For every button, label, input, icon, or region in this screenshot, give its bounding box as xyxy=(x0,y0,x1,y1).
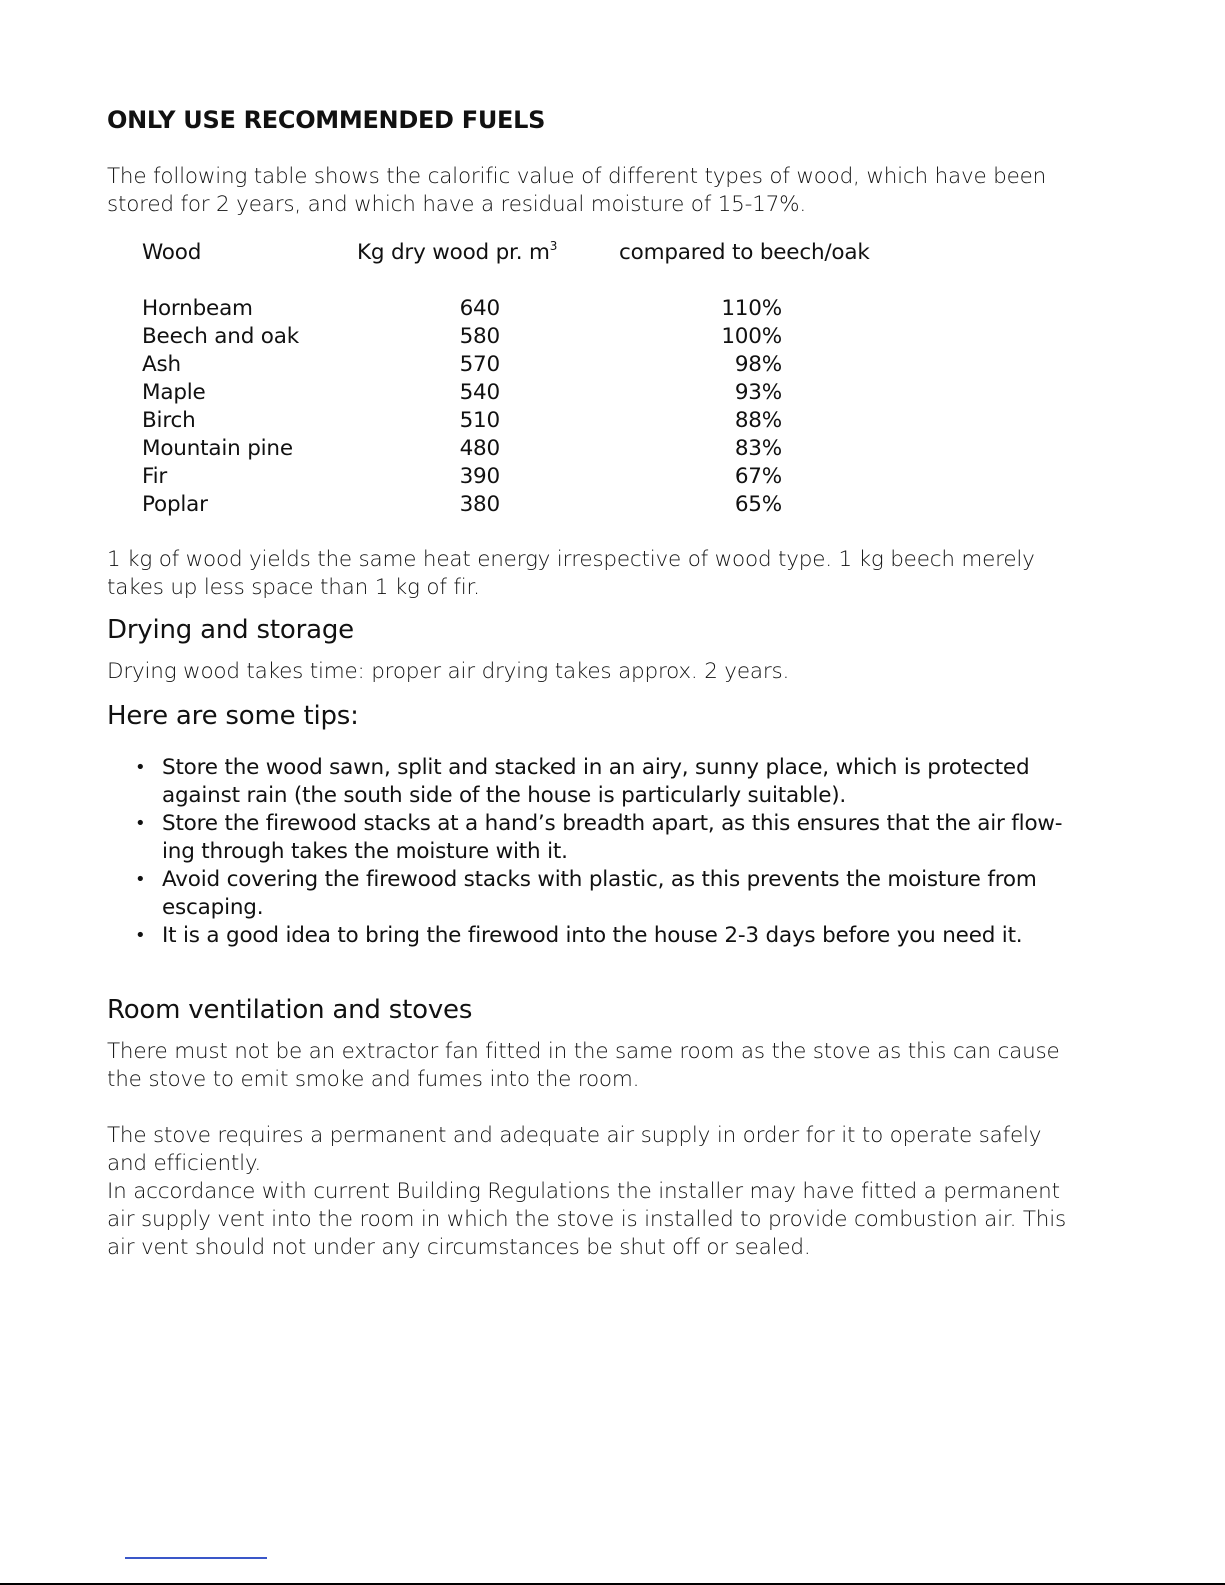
cell-wood: Poplar xyxy=(142,492,208,517)
cell-pct: 100% xyxy=(721,324,782,349)
cell-wood: Maple xyxy=(142,380,206,405)
header-compared: compared to beech/oak xyxy=(619,240,870,265)
tip-line: escaping. xyxy=(162,895,264,920)
ventilation-heading: Room ventilation and stoves xyxy=(107,995,473,1025)
header-kg-text: Kg dry wood pr. m xyxy=(357,240,550,265)
cell-wood: Birch xyxy=(142,408,196,433)
intro-line-1: The following table shows the calorific value of different types of wood, which have been xyxy=(107,164,1047,189)
drying-text: Drying wood takes time: proper air drying takes approx. 2 years. xyxy=(107,659,790,684)
list-item xyxy=(135,866,1097,922)
cell-kg: 580 xyxy=(459,324,500,349)
list-item xyxy=(135,754,1097,810)
cell-pct: 110% xyxy=(721,296,782,321)
ventilation-line: air supply vent into the room in which the stove is installed to provide combustion air. This xyxy=(107,1207,1066,1232)
list-item xyxy=(135,922,1097,950)
table-row xyxy=(142,351,1097,379)
header-kg xyxy=(357,239,619,267)
tip-line: ing through takes the moisture with it. xyxy=(162,839,568,864)
table-rows xyxy=(142,295,1097,519)
cell-kg: 390 xyxy=(459,464,500,489)
cell-pct: 98% xyxy=(734,352,782,377)
tips-list xyxy=(107,754,1097,950)
cell-kg: 380 xyxy=(459,492,500,517)
ventilation-line: In accordance with current Building Regulations the installer may have fitted a permanent xyxy=(107,1179,1060,1204)
tip-line: Store the wood sawn, split and stacked in an airy, sunny place, which is protected xyxy=(162,755,1030,780)
table-row xyxy=(142,463,1097,491)
cell-kg: 640 xyxy=(459,296,500,321)
heat-note-paragraph xyxy=(107,546,1097,602)
ventilation-paragraph-1 xyxy=(107,1038,1097,1094)
table-row xyxy=(142,491,1097,519)
cell-pct: 67% xyxy=(734,464,782,489)
header-wood: Wood xyxy=(142,240,202,265)
cell-kg: 540 xyxy=(459,380,500,405)
ventilation-line: the stove to emit smoke and fumes into the room. xyxy=(107,1067,640,1092)
table-row xyxy=(142,323,1097,351)
tip-line: Avoid covering the firewood stacks with plastic, as this prevents the moisture from xyxy=(162,867,1037,892)
table-row xyxy=(142,435,1097,463)
ventilation-line: There must not be an extractor fan fitted in the same room as the stove as this can cause xyxy=(107,1039,1060,1064)
cell-kg: 480 xyxy=(459,436,500,461)
cell-pct: 93% xyxy=(734,380,782,405)
list-item xyxy=(135,810,1097,866)
header-kg-sup: 3 xyxy=(549,239,558,253)
table-row xyxy=(142,407,1097,435)
page-title: ONLY USE RECOMMENDED FUELS xyxy=(107,106,546,134)
tip-line: It is a good idea to bring the firewood into the house 2-3 days before you need it. xyxy=(162,923,1023,948)
cell-pct: 65% xyxy=(734,492,782,517)
bullet-icon: • xyxy=(135,869,146,890)
cell-wood: Fir xyxy=(142,464,168,489)
heat-note-line-1: 1 kg of wood yields the same heat energy irrespective of wood type. 1 kg beech merely xyxy=(107,547,1035,572)
bullet-icon: • xyxy=(135,813,146,834)
cell-pct: 83% xyxy=(734,436,782,461)
wood-table xyxy=(142,239,1097,519)
ventilation-line: air vent should not under any circumstances be shut off or sealed. xyxy=(107,1235,811,1260)
intro-line-2: stored for 2 years, and which have a residual moisture of 15-17%. xyxy=(107,192,807,217)
tips-heading: Here are some tips: xyxy=(107,701,359,731)
cell-pct: 88% xyxy=(734,408,782,433)
tip-line: Store the firewood stacks at a hand’s breadth apart, as this ensures that the air flow- xyxy=(162,811,1063,836)
table-row xyxy=(142,295,1097,323)
cell-wood: Mountain pine xyxy=(142,436,293,461)
footer-link-rule xyxy=(125,1557,267,1559)
table-row xyxy=(142,379,1097,407)
heat-note-line-2: takes up less space than 1 kg of fir. xyxy=(107,575,480,600)
intro-paragraph xyxy=(107,163,1097,219)
drying-heading: Drying and storage xyxy=(107,615,354,645)
tip-line: against rain (the south side of the house is particularly suitable). xyxy=(162,783,847,808)
cell-wood: Beech and oak xyxy=(142,324,299,349)
bullet-icon: • xyxy=(135,757,146,778)
ventilation-paragraph-2 xyxy=(107,1122,1097,1262)
cell-kg: 570 xyxy=(459,352,500,377)
document-page xyxy=(107,100,1097,1262)
table-header-row xyxy=(142,239,1097,267)
bullet-icon: • xyxy=(135,925,146,946)
cell-wood: Ash xyxy=(142,352,181,377)
ventilation-line: and efficiently. xyxy=(107,1151,261,1176)
cell-wood: Hornbeam xyxy=(142,296,253,321)
ventilation-line: The stove requires a permanent and adequate air supply in order for it to operate safely xyxy=(107,1123,1042,1148)
cell-kg: 510 xyxy=(459,408,500,433)
